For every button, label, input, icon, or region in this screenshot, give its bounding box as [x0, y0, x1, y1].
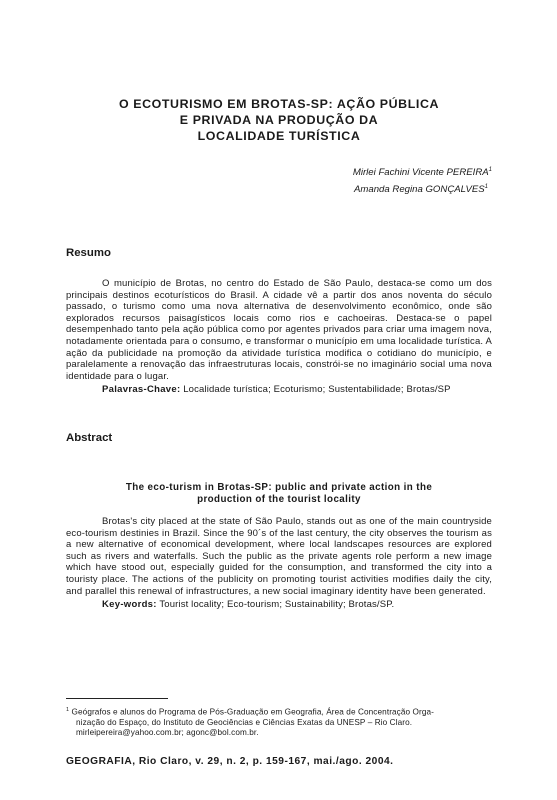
- abstract-title: [66, 482, 492, 506]
- resumo-keywords: [66, 384, 492, 396]
- footnote-line-3: mirleipereira@yahoo.com.br; agonc@bol.com.br.: [76, 728, 259, 738]
- resumo-section: [66, 278, 492, 396]
- author-list: [66, 163, 492, 197]
- keywords-text: Localidade turística; Ecoturismo; Sustentabilidade; Brotas/SP: [183, 384, 451, 396]
- footnote-line-1: Geógrafos e alunos do Programa de Pós-Graduação em Geografia, Área de Concentração Orga-: [71, 707, 434, 717]
- keywords-text: Tourist locality; Eco-tourism; Sustainability; Brotas/SP.: [159, 599, 395, 611]
- keywords-label: Key-words:: [102, 599, 157, 611]
- keywords-label: Palavras-Chave:: [102, 384, 181, 396]
- resumo-heading: Resumo: [66, 247, 111, 259]
- author-2: [66, 180, 492, 197]
- article-page: [66, 96, 492, 767]
- footnote-mark: 1: [484, 184, 488, 191]
- footnote: [66, 705, 492, 739]
- journal-citation: GEOGRAFIA, Rio Claro, v. 29, n. 2, p. 159-167, mai./ago. 2004.: [66, 756, 394, 767]
- footnote-mark: 1: [488, 167, 492, 173]
- author-name: Mirlei Fachini Vicente PEREIRA: [352, 167, 489, 179]
- footnote-mark: 1: [66, 707, 70, 713]
- abstract-title-line-1: The eco-turism in Brotas-SP: public and private action in the: [125, 482, 433, 493]
- abstract-section: [66, 516, 492, 611]
- title-line-3: LOCALIDADE TURÍSTICA: [197, 129, 361, 143]
- abstract-paragraph: Brotas's city placed at the state of São Paulo, stands out as one of the main countryside eco-tourism destinies in Brazil. Since the 90´s of the last century, the city observes the tourism as a new alternative of economical development, where local landscapes resources are explored such as rivers and waterfalls. Such the public as the private agents role perform a new image which have stood out, especially guided for the consumption, and transformed the city into a touristy place. The actions of the publicity on promoting tourist activities modifies daily the city, and parallel this renewal of infrastructures, a new social imaginary identity have been generated.: [66, 516, 492, 597]
- author-name: Amanda Regina GONÇALVES: [354, 184, 485, 196]
- title-line-2: E PRIVADA NA PRODUÇÃO DA: [179, 113, 379, 127]
- abstract-title-line-2: production of the tourist locality: [197, 494, 361, 505]
- abstract-heading: Abstract: [66, 432, 113, 444]
- resumo-paragraph: O município de Brotas, no centro do Estado de São Paulo, destaca-se como um dos principais destinos ecoturísticos do Brasil. A cidade vê a partir dos anos noventa do século passado, o turismo como uma nova alternativa de desenvolvimento econômico, onde são explorados recursos paisagísticos locais como rios e cachoeiras. Destaca-se o papel desempenhado tanto pela ação pública como por agentes privados para criar uma imagem nova, notadamente orientada para o consumo, e transformar o município em uma localidade turística. A ação da publicidade na promoção da atividade turística modifica o cotidiano do município, e paralelamente a renovação das infraestruturas locais, constrói-se no imaginário social uma nova identidade para o lugar.: [66, 278, 492, 382]
- article-title: [66, 96, 492, 144]
- title-line-1: O ECOTURISMO EM BROTAS-SP: AÇÃO PÚBLICA: [118, 97, 440, 111]
- abstract-keywords: [66, 599, 492, 611]
- footnote-line-2: nização do Espaço, do Instituto de Geociências e Ciências Exatas da UNESP – Rio Claro.: [76, 718, 413, 728]
- author-1: [66, 163, 492, 180]
- footnote-divider: [66, 698, 168, 699]
